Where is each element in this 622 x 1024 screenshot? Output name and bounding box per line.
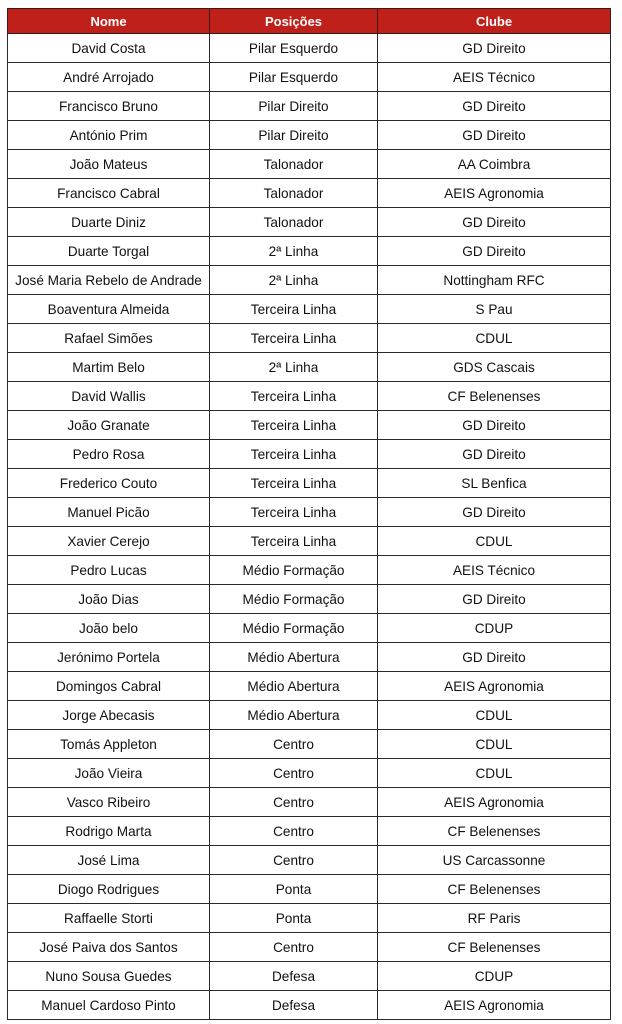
player-name-cell: Jorge Abecasis — [8, 701, 210, 730]
club-cell: Nottingham RFC — [378, 266, 611, 295]
player-name-cell: Duarte Torgal — [8, 237, 210, 266]
club-cell: AEIS Agronomia — [378, 788, 611, 817]
club-cell: AEIS Técnico — [378, 556, 611, 585]
position-cell: Centro — [210, 788, 378, 817]
club-cell: GD Direito — [378, 643, 611, 672]
player-name-cell: Rafael Simões — [8, 324, 210, 353]
club-cell: GD Direito — [378, 411, 611, 440]
club-cell: CF Belenenses — [378, 875, 611, 904]
player-name-cell: Nuno Sousa Guedes — [8, 962, 210, 991]
position-cell: Médio Formação — [210, 556, 378, 585]
club-cell: CDUL — [378, 759, 611, 788]
position-cell: Centro — [210, 846, 378, 875]
player-name-cell: José Lima — [8, 846, 210, 875]
club-cell: CF Belenenses — [378, 933, 611, 962]
club-cell: AEIS Agronomia — [378, 179, 611, 208]
table-row — [8, 150, 611, 179]
position-cell: Médio Abertura — [210, 701, 378, 730]
player-name-cell: José Maria Rebelo de Andrade — [8, 266, 210, 295]
player-name-cell: João Mateus — [8, 150, 210, 179]
table-row — [8, 730, 611, 759]
position-cell: Talonador — [210, 150, 378, 179]
table-row — [8, 411, 611, 440]
table-row — [8, 469, 611, 498]
table-row — [8, 295, 611, 324]
position-cell: Médio Formação — [210, 585, 378, 614]
position-cell: Ponta — [210, 875, 378, 904]
table-row — [8, 440, 611, 469]
player-name-cell: Rodrigo Marta — [8, 817, 210, 846]
position-cell: Pilar Direito — [210, 121, 378, 150]
player-name-cell: João belo — [8, 614, 210, 643]
club-cell: GD Direito — [378, 208, 611, 237]
player-name-cell: José Paiva dos Santos — [8, 933, 210, 962]
player-name-cell: André Arrojado — [8, 63, 210, 92]
club-cell: AEIS Técnico — [378, 63, 611, 92]
table-row — [8, 788, 611, 817]
roster-body — [8, 34, 611, 1020]
table-row — [8, 904, 611, 933]
table-row — [8, 121, 611, 150]
table-row — [8, 556, 611, 585]
table-row — [8, 759, 611, 788]
player-name-cell: Raffaelle Storti — [8, 904, 210, 933]
position-cell: Médio Abertura — [210, 672, 378, 701]
position-cell: Centro — [210, 730, 378, 759]
player-name-cell: Xavier Cerejo — [8, 527, 210, 556]
player-name-cell: David Costa — [8, 34, 210, 63]
club-cell: CDUL — [378, 730, 611, 759]
position-cell: Médio Formação — [210, 614, 378, 643]
club-cell: GD Direito — [378, 92, 611, 121]
table-row — [8, 179, 611, 208]
club-cell: CDUP — [378, 614, 611, 643]
player-name-cell: David Wallis — [8, 382, 210, 411]
table-row — [8, 34, 611, 63]
table-row — [8, 875, 611, 904]
position-cell: 2ª Linha — [210, 353, 378, 382]
table-row — [8, 817, 611, 846]
club-cell: CDUL — [378, 527, 611, 556]
club-cell: CDUP — [378, 962, 611, 991]
header-clube: Clube — [378, 9, 611, 34]
table-row — [8, 701, 611, 730]
position-cell: Terceira Linha — [210, 527, 378, 556]
club-cell: CF Belenenses — [378, 817, 611, 846]
player-name-cell: Tomás Appleton — [8, 730, 210, 759]
player-name-cell: João Dias — [8, 585, 210, 614]
player-name-cell: Pedro Rosa — [8, 440, 210, 469]
position-cell: Centro — [210, 817, 378, 846]
table-row — [8, 991, 611, 1020]
table-row — [8, 643, 611, 672]
position-cell: Terceira Linha — [210, 440, 378, 469]
club-cell: GD Direito — [378, 440, 611, 469]
roster-sheet — [7, 8, 610, 1020]
player-name-cell: Frederico Couto — [8, 469, 210, 498]
player-name-cell: Jerónimo Portela — [8, 643, 210, 672]
table-row — [8, 614, 611, 643]
table-row — [8, 324, 611, 353]
position-cell: Pilar Esquerdo — [210, 34, 378, 63]
club-cell: GD Direito — [378, 34, 611, 63]
table-row — [8, 63, 611, 92]
table-row — [8, 962, 611, 991]
position-cell: Terceira Linha — [210, 498, 378, 527]
club-cell: GD Direito — [378, 237, 611, 266]
table-row — [8, 266, 611, 295]
club-cell: S Pau — [378, 295, 611, 324]
position-cell: Pilar Direito — [210, 92, 378, 121]
table-row — [8, 933, 611, 962]
club-cell: CF Belenenses — [378, 382, 611, 411]
position-cell: Médio Abertura — [210, 643, 378, 672]
table-row — [8, 92, 611, 121]
club-cell: GDS Cascais — [378, 353, 611, 382]
club-cell: AEIS Agronomia — [378, 991, 611, 1020]
header-posicoes: Posições — [210, 9, 378, 34]
club-cell: CDUL — [378, 324, 611, 353]
position-cell: 2ª Linha — [210, 266, 378, 295]
table-row — [8, 208, 611, 237]
club-cell: SL Benfica — [378, 469, 611, 498]
table-row — [8, 672, 611, 701]
position-cell: Ponta — [210, 904, 378, 933]
table-row — [8, 585, 611, 614]
player-name-cell: Vasco Ribeiro — [8, 788, 210, 817]
header-nome: Nome — [8, 9, 210, 34]
club-cell: AEIS Agronomia — [378, 672, 611, 701]
player-name-cell: Duarte Diniz — [8, 208, 210, 237]
player-name-cell: António Prim — [8, 121, 210, 150]
position-cell: Terceira Linha — [210, 469, 378, 498]
player-name-cell: Pedro Lucas — [8, 556, 210, 585]
player-name-cell: Martim Belo — [8, 353, 210, 382]
position-cell: Defesa — [210, 962, 378, 991]
player-name-cell: Boaventura Almeida — [8, 295, 210, 324]
table-row — [8, 353, 611, 382]
table-row — [8, 237, 611, 266]
player-name-cell: Francisco Bruno — [8, 92, 210, 121]
position-cell: Centro — [210, 759, 378, 788]
table-row — [8, 527, 611, 556]
position-cell: Talonador — [210, 179, 378, 208]
table-row — [8, 846, 611, 875]
club-cell: GD Direito — [378, 498, 611, 527]
player-name-cell: Diogo Rodrigues — [8, 875, 210, 904]
position-cell: Terceira Linha — [210, 324, 378, 353]
table-row — [8, 498, 611, 527]
club-cell: AA Coimbra — [378, 150, 611, 179]
player-name-cell: João Granate — [8, 411, 210, 440]
club-cell: US Carcassonne — [378, 846, 611, 875]
position-cell: Pilar Esquerdo — [210, 63, 378, 92]
player-name-cell: Francisco Cabral — [8, 179, 210, 208]
player-name-cell: Manuel Picão — [8, 498, 210, 527]
position-cell: 2ª Linha — [210, 237, 378, 266]
table-row — [8, 382, 611, 411]
position-cell: Terceira Linha — [210, 411, 378, 440]
roster-table — [7, 8, 611, 1020]
position-cell: Terceira Linha — [210, 295, 378, 324]
player-name-cell: Manuel Cardoso Pinto — [8, 991, 210, 1020]
position-cell: Terceira Linha — [210, 382, 378, 411]
position-cell: Centro — [210, 933, 378, 962]
club-cell: GD Direito — [378, 121, 611, 150]
position-cell: Defesa — [210, 991, 378, 1020]
club-cell: CDUL — [378, 701, 611, 730]
player-name-cell: João Vieira — [8, 759, 210, 788]
header-row — [8, 9, 611, 34]
club-cell: GD Direito — [378, 585, 611, 614]
club-cell: RF Paris — [378, 904, 611, 933]
position-cell: Talonador — [210, 208, 378, 237]
player-name-cell: Domingos Cabral — [8, 672, 210, 701]
